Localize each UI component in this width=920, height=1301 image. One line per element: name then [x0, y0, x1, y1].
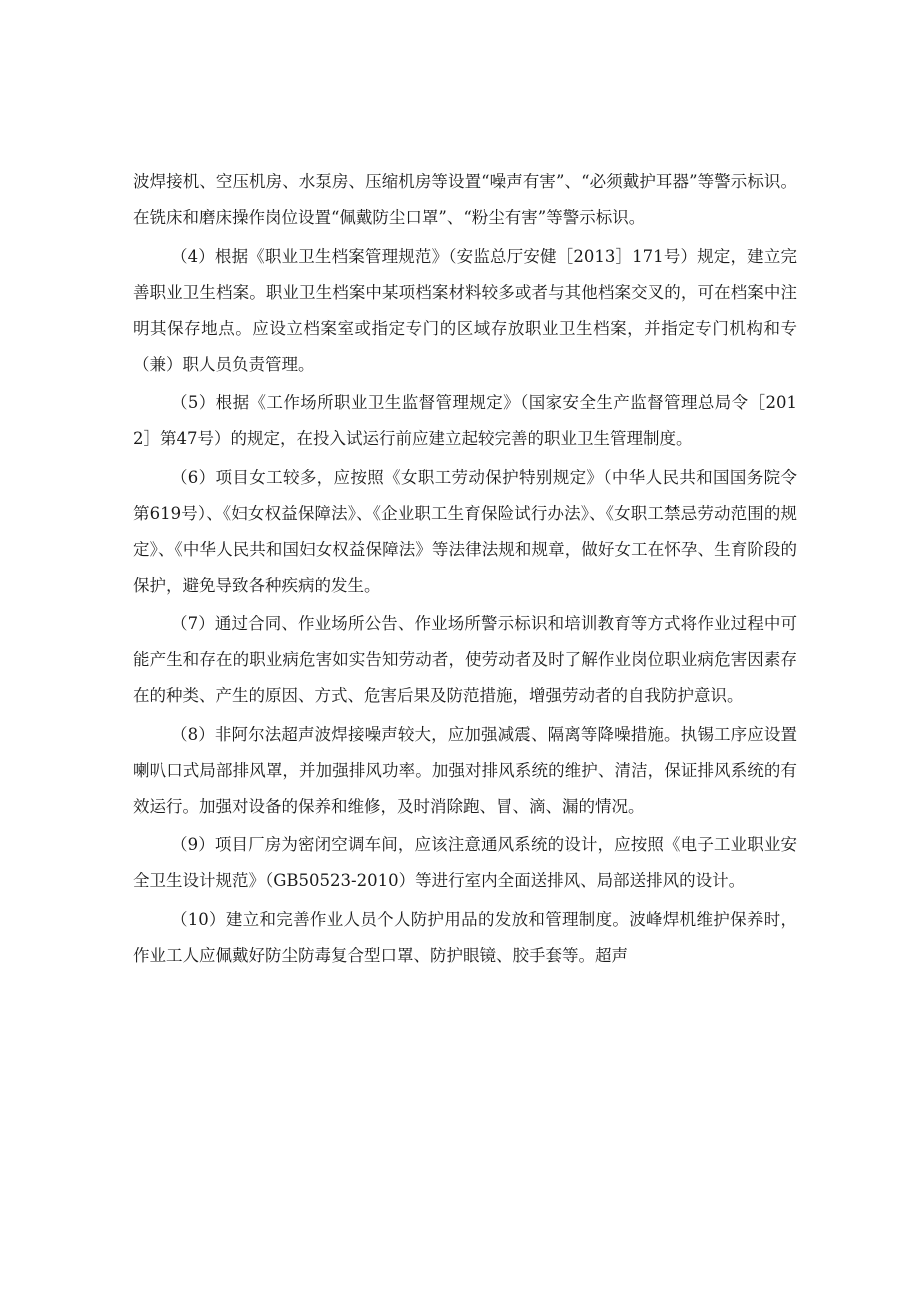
paragraph-continuation: 波焊接机、空压机房、水泵房、压缩机房等设置“噪声有害”、“必须戴护耳器”等警示标识。在铣床和磨床操作岗位设置“佩戴防尘口罩”、“粉尘有害”等警示标识。	[133, 172, 797, 227]
paragraph-item-5: （5）根据《工作场所职业卫生监督管理规定》（国家安全生产监督管理总局令［2012］第47号）的规定，在投入试运行前应建立起较完善的职业卫生管理制度。	[133, 393, 797, 448]
paragraph-item-6: （6）项目女工较多，应按照《女职工劳动保护特别规定》（中华人民共和国国务院令第619号）、《妇女权益保障法》、《企业职工生育保险试行办法》、《女职工禁忌劳动范围的规定》、《中华人民共和国妇女权益保障法》等法律法规和规章，做好女工在怀孕、生育阶段的保护，避免导致各种疾病的发生。	[133, 467, 797, 595]
paragraph-item-9: （9）项目厂房为密闭空调车间，应该注意通风系统的设计，应按照《电子工业职业安全卫生设计规范》（GB50523-2010）等进行室内全面送排风、局部送排风的设计。	[133, 835, 797, 890]
paragraph-item-8: （8）非阿尔法超声波焊接噪声较大，应加强减震、隔离等降噪措施。执锡工序应设置喇叭口式局部排风罩，并加强排风功率。加强对排风系统的维护、清洁，保证排风系统的有效运行。加强对设备的保养和维修，及时消除跑、冒、滴、漏的情况。	[133, 724, 797, 816]
paragraph-item-7: （7）通过合同、作业场所公告、作业场所警示标识和培训教育等方式将作业过程中可能产生和存在的职业病危害如实告知劳动者，使劳动者及时了解作业岗位职业病危害因素存在的种类、产生的原因、方式、危害后果及防范措施，增强劳动者的自我防护意识。	[133, 614, 797, 705]
paragraph-item-10: （10）建立和完善作业人员个人防护用品的发放和管理制度。波峰焊机维护保养时，作业工人应佩戴好防尘防毒复合型口罩、防护眼镜、胶手套等。超声	[133, 909, 797, 965]
document-body	[133, 164, 797, 976]
paragraph-item-4: （4）根据《职业卫生档案管理规范》（安监总厅安健［2013］171号）规定，建立完善职业卫生档案。职业卫生档案中某项档案材料较多或者与其他档案交叉的，可在档案中注明其保存地点。应设立档案室或指定专门的区域存放职业卫生档案，并指定专门机构和专（兼）职人员负责管理。	[133, 246, 797, 374]
